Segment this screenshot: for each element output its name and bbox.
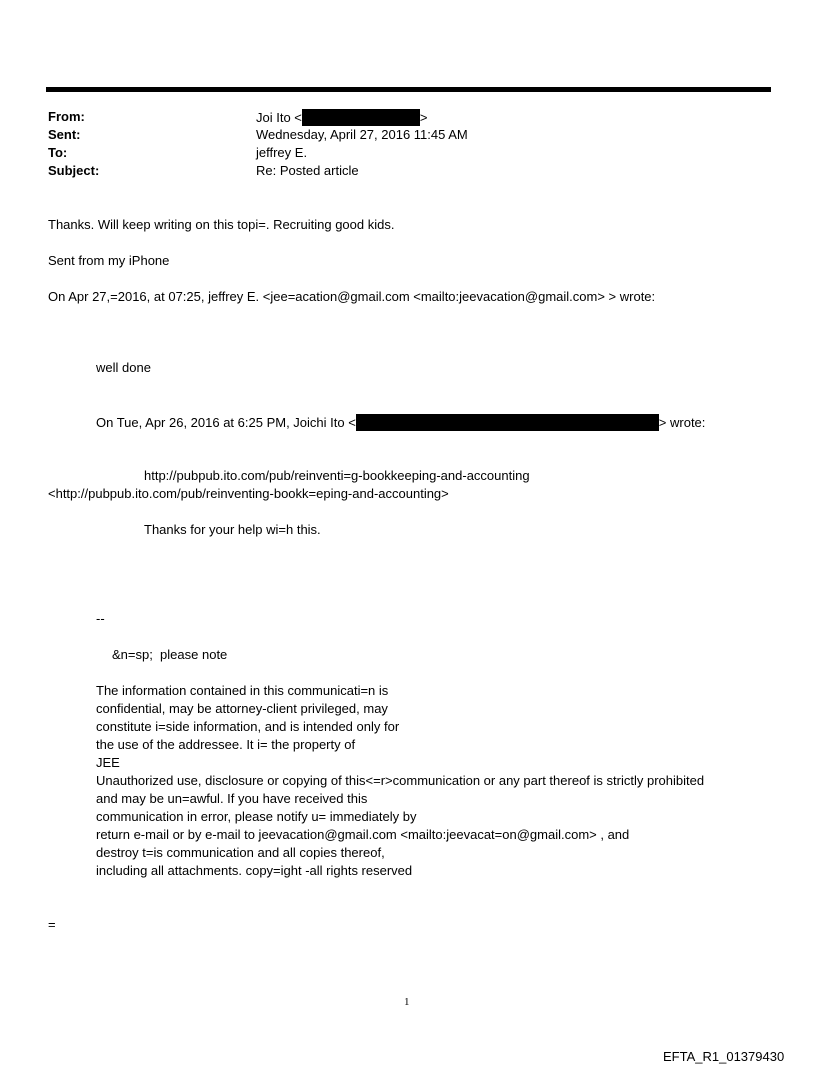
- sent-label: Sent:: [48, 127, 81, 142]
- please-note: &n=sp; please note: [112, 647, 228, 662]
- disclaimer-line: confidential, may be attorney-client privileged, may: [96, 701, 388, 716]
- quote-well-done: well done: [96, 360, 151, 375]
- thanks-help: Thanks for your help wi=h this.: [144, 522, 321, 537]
- disclaimer-line: Unauthorized use, disclosure or copying of this<=r>communication or any part thereof is strictly prohibited: [96, 773, 705, 788]
- subject-label: Subject:: [48, 163, 100, 178]
- from-label: From:: [48, 109, 85, 124]
- disclaimer-line: and may be un=awful. If you have received this: [96, 791, 368, 806]
- trailing-equals: =: [48, 917, 56, 932]
- from-close: >: [419, 110, 428, 125]
- bates-number: EFTA_R1_01379430: [663, 1049, 785, 1064]
- quote-on-tue: [96, 414, 705, 431]
- disclaimer-line: JEE: [96, 755, 120, 770]
- disclaimer-line: constitute i=side information, and is intended only for: [96, 719, 400, 734]
- to-label: To:: [48, 145, 68, 160]
- disclaimer-line: The information contained in this communicati=n is: [96, 683, 389, 698]
- redaction-box: [356, 414, 659, 431]
- from-name: Joi Ito <: [256, 110, 302, 125]
- disclaimer-line: return e-mail or by e-mail to jeevacation@gmail.com <mailto:jeevacat=on@gmail.com> , and: [96, 827, 630, 842]
- disclaimer-line: including all attachments. copy=ight -all rights reserved: [96, 863, 413, 878]
- to-value: jeffrey E.: [256, 145, 308, 160]
- subject-value: Re: Posted article: [256, 163, 359, 178]
- redaction-box: [302, 109, 420, 126]
- disclaimer-line: communication in error, please notify u= immediately by: [96, 809, 417, 824]
- quote-on-tue-post: > wrote:: [658, 415, 706, 430]
- link-line-1: http://pubpub.ito.com/pub/reinventi=g-bookkeeping-and-accounting: [144, 468, 530, 483]
- disclaimer-line: the use of the addressee. It i= the property of: [96, 737, 356, 752]
- body-line-sent-from: Sent from my iPhone: [48, 253, 170, 268]
- header-rule: [46, 87, 771, 92]
- link-line-2: <http://pubpub.ito.com/pub/reinventing-bookk=eping-and-accounting>: [48, 486, 449, 501]
- sent-value: Wednesday, April 27, 2016 11:45 AM: [256, 127, 468, 142]
- disclaimer-line: destroy t=is communication and all copies thereof,: [96, 845, 385, 860]
- from-value: [256, 109, 427, 126]
- quote-on-tue-pre: On Tue, Apr 26, 2016 at 6:25 PM, Joichi Ito <: [96, 415, 356, 430]
- signature-dash: --: [96, 611, 105, 626]
- body-line-on-wrote: On Apr 27,=2016, at 07:25, jeffrey E. <jee=acation@gmail.com <mailto:jeevacation@gmail.com> > wrote:: [48, 289, 656, 304]
- body-line-thanks: Thanks. Will keep writing on this topi=. Recruiting good kids.: [48, 217, 395, 232]
- page-number: 1: [404, 996, 410, 1008]
